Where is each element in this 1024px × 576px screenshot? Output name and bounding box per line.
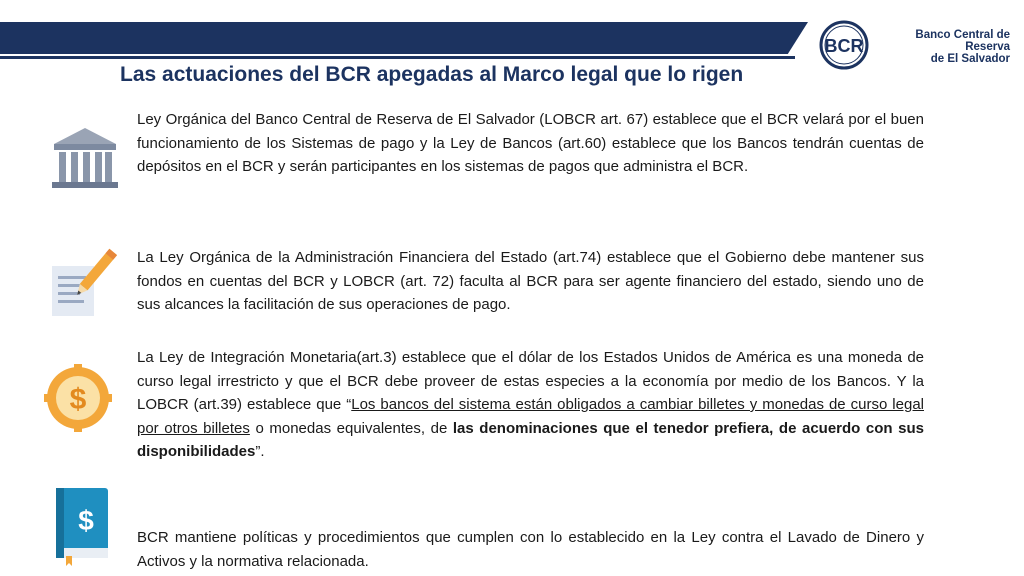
bank-building-icon	[50, 126, 120, 192]
header-band	[0, 22, 808, 54]
logo-line-1: Banco Central de Reserva	[915, 29, 1010, 53]
paragraph-integracion-monetaria: La Ley de Integración Monetaria(art.3) establece que el dólar de los Estados Unidos de América es una moneda de curso legal irrestricto y que el BCR debe proveer de estas especies a la economía por medio de los Bancos. Y la LOBCR (art.39) establece que “Los bancos del sistema están obligados a cambiar billetes y monedas de curso legal por otros billetes o monedas equivalentes, de las denominaciones que el tenedor prefiera, de acuerdo con sus disponibilidades”.	[137, 349, 924, 460]
dollar-book-icon	[52, 486, 114, 568]
logo-line-2: de El Salvador	[930, 53, 1010, 65]
dollar-coin-icon	[44, 364, 112, 432]
document-pencil-icon	[46, 244, 122, 320]
paragraph-lavado-de-dinero: BCR mantiene políticas y procedimientos que cumplen con lo establecido en la Ley contra el Lavado de Dinero y Activos y la normativa relacionada.	[137, 529, 924, 570]
header-band-underline	[0, 56, 795, 59]
svg-text:$: $	[78, 505, 94, 536]
underlined-quote: Los bancos del sistema están obligados a cambiar billetes y monedas de curso legal por otros billetes	[137, 396, 924, 437]
paragraph-administracion-financiera: La Ley Orgánica de la Administración Financiera del Estado (art.74) establece que el Gobierno debe mantener sus fondos en cuentas del BCR y LOBCR (art. 72) faculta al BCR para ser agente financiero del estado, siendo uno de sus alcances la facilitación de sus operaciones de pago.	[137, 249, 924, 313]
paragraph-lobcr: Ley Orgánica del Banco Central de Reserva de El Salvador (LOBCR art. 67) establece que el BCR velará por el buen funcionamiento de los Sistemas de pago y la Ley de Bancos (art.60) establece que los Bancos tendrán cuentas de depósitos en el BCR y serán participantes en los sistemas de pagos que administra el BCR.	[137, 111, 924, 175]
page-title: Las actuaciones del BCR apegadas al Marco legal que lo rigen	[120, 63, 744, 86]
logo-mark-text: BCR	[824, 36, 864, 56]
svg-text:$: $	[69, 383, 87, 416]
bold-quote: las denominaciones que el tenedor prefiera, de acuerdo con sus disponibilidades	[137, 419, 924, 460]
logo-wordmark	[880, 29, 1010, 65]
